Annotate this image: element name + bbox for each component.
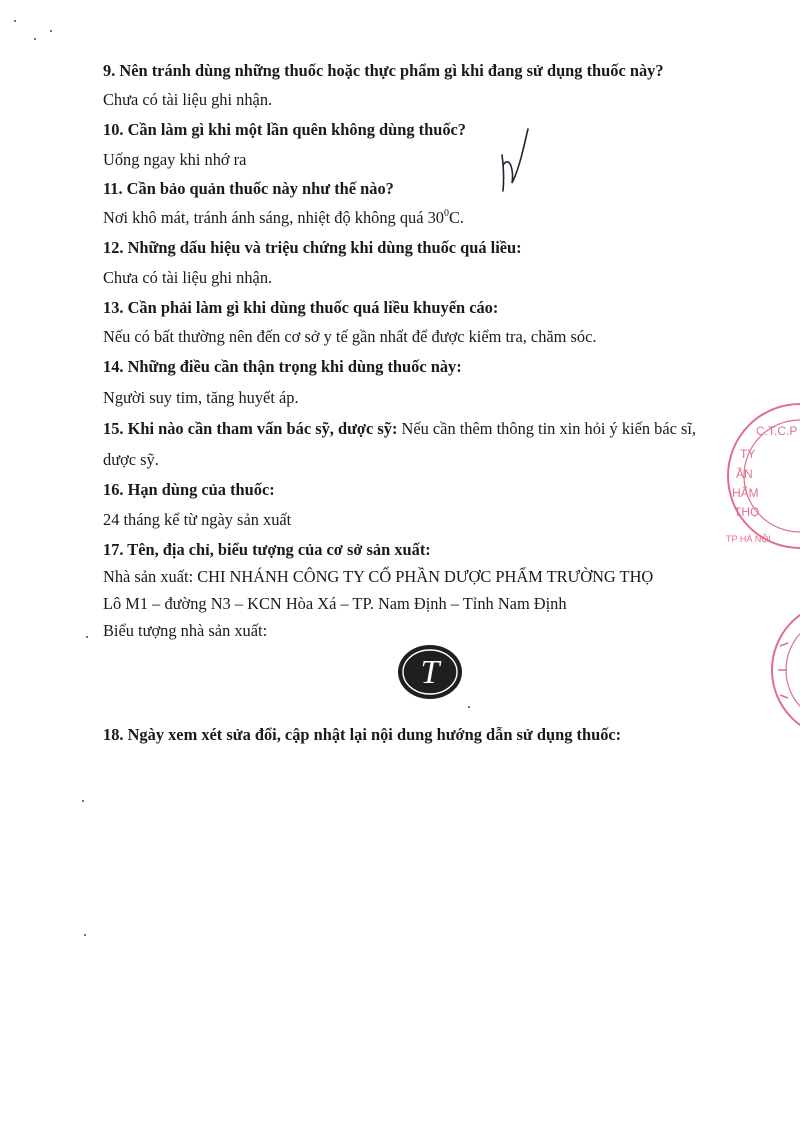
manufacturer-address: Lô M1 – đường N3 – KCN Hòa Xá – TP. Nam Định – Tỉnh Nam Định	[103, 594, 567, 613]
heading-15	[103, 418, 696, 440]
svg-text:TP HÀ NỘI: TP HÀ NỘI	[726, 534, 771, 544]
heading-13: 13. Cần phải làm gì khi dùng thuốc quá liều khuyến cáo:	[103, 298, 499, 317]
heading-15-label: 15. Khi nào cần tham vấn bác sỹ, dược sỹ:	[103, 419, 398, 438]
svg-text:C.T.C.P: C.T.C.P	[756, 424, 798, 438]
svg-text:ẦN: ẦN	[736, 467, 753, 481]
answer-10: Uống ngay khi nhớ ra	[103, 150, 247, 169]
scan-speck	[50, 30, 52, 32]
answer-11-text: Nơi khô mát, tránh ánh sáng, nhiệt độ không quá 30	[103, 208, 444, 227]
manufacturer-logo-label: Biểu tượng nhà sản xuất:	[103, 621, 268, 640]
scan-speck	[14, 20, 16, 22]
logo-letter: T	[420, 654, 440, 691]
heading-9: 9. Nên tránh dùng những thuốc hoặc thực phẩm gì khi đang sử dụng thuốc này?	[103, 61, 664, 80]
heading-12: 12. Những dấu hiệu và triệu chứng khi dùng thuốc quá liều:	[103, 238, 522, 257]
scan-speck	[82, 800, 84, 802]
heading-11: 11. Cần bảo quản thuốc này như thế nào?	[103, 179, 394, 198]
svg-text:THỌ: THỌ	[734, 505, 760, 519]
scan-speck	[84, 934, 86, 936]
answer-15-cont: dược sỹ.	[103, 450, 159, 469]
heading-14: 14. Những điều cần thận trọng khi dùng thuốc này:	[103, 357, 462, 376]
svg-text:TY: TY	[740, 447, 756, 461]
svg-text:HẨM: HẨM	[732, 486, 759, 500]
answer-16: 24 tháng kể từ ngày sản xuất	[103, 510, 292, 529]
answer-14: Người suy tim, tăng huyết áp.	[103, 388, 299, 407]
signature-mark	[490, 125, 540, 197]
heading-18: 18. Ngày xem xét sửa đổi, cập nhật lại nội dung hướng dẫn sử dụng thuốc:	[103, 725, 622, 744]
heading-16: 16. Hạn dùng của thuốc:	[103, 480, 275, 499]
answer-13: Nếu có bất thường nên đến cơ sở y tế gần nhất để được kiểm tra, chăm sóc.	[103, 327, 597, 346]
answer-15: Nếu cần thêm thông tin xin hỏi ý kiến bác sĩ,	[397, 419, 697, 438]
company-stamp-top	[712, 402, 800, 550]
scan-speck	[34, 38, 36, 40]
manufacturer-logo	[396, 643, 464, 701]
answer-11-sup: 0	[443, 207, 449, 219]
answer-12: Chưa có tài liệu ghi nhận.	[103, 268, 273, 287]
manufacturer-name: Nhà sản xuất: CHI NHÁNH CÔNG TY CỔ PHẦN DƯỢC PHẨM TRƯỜNG THỌ	[103, 567, 654, 586]
answer-9: Chưa có tài liệu ghi nhận.	[103, 90, 273, 109]
scan-speck	[468, 706, 470, 708]
heading-17: 17. Tên, địa chỉ, biểu tượng của cơ sở sản xuất:	[103, 540, 431, 559]
heading-10: 10. Cần làm gì khi một lần quên không dùng thuốc?	[103, 120, 466, 139]
scan-speck	[86, 636, 88, 638]
company-stamp-bottom	[766, 600, 800, 740]
answer-11	[103, 207, 464, 229]
answer-11-unit: C.	[448, 208, 465, 227]
